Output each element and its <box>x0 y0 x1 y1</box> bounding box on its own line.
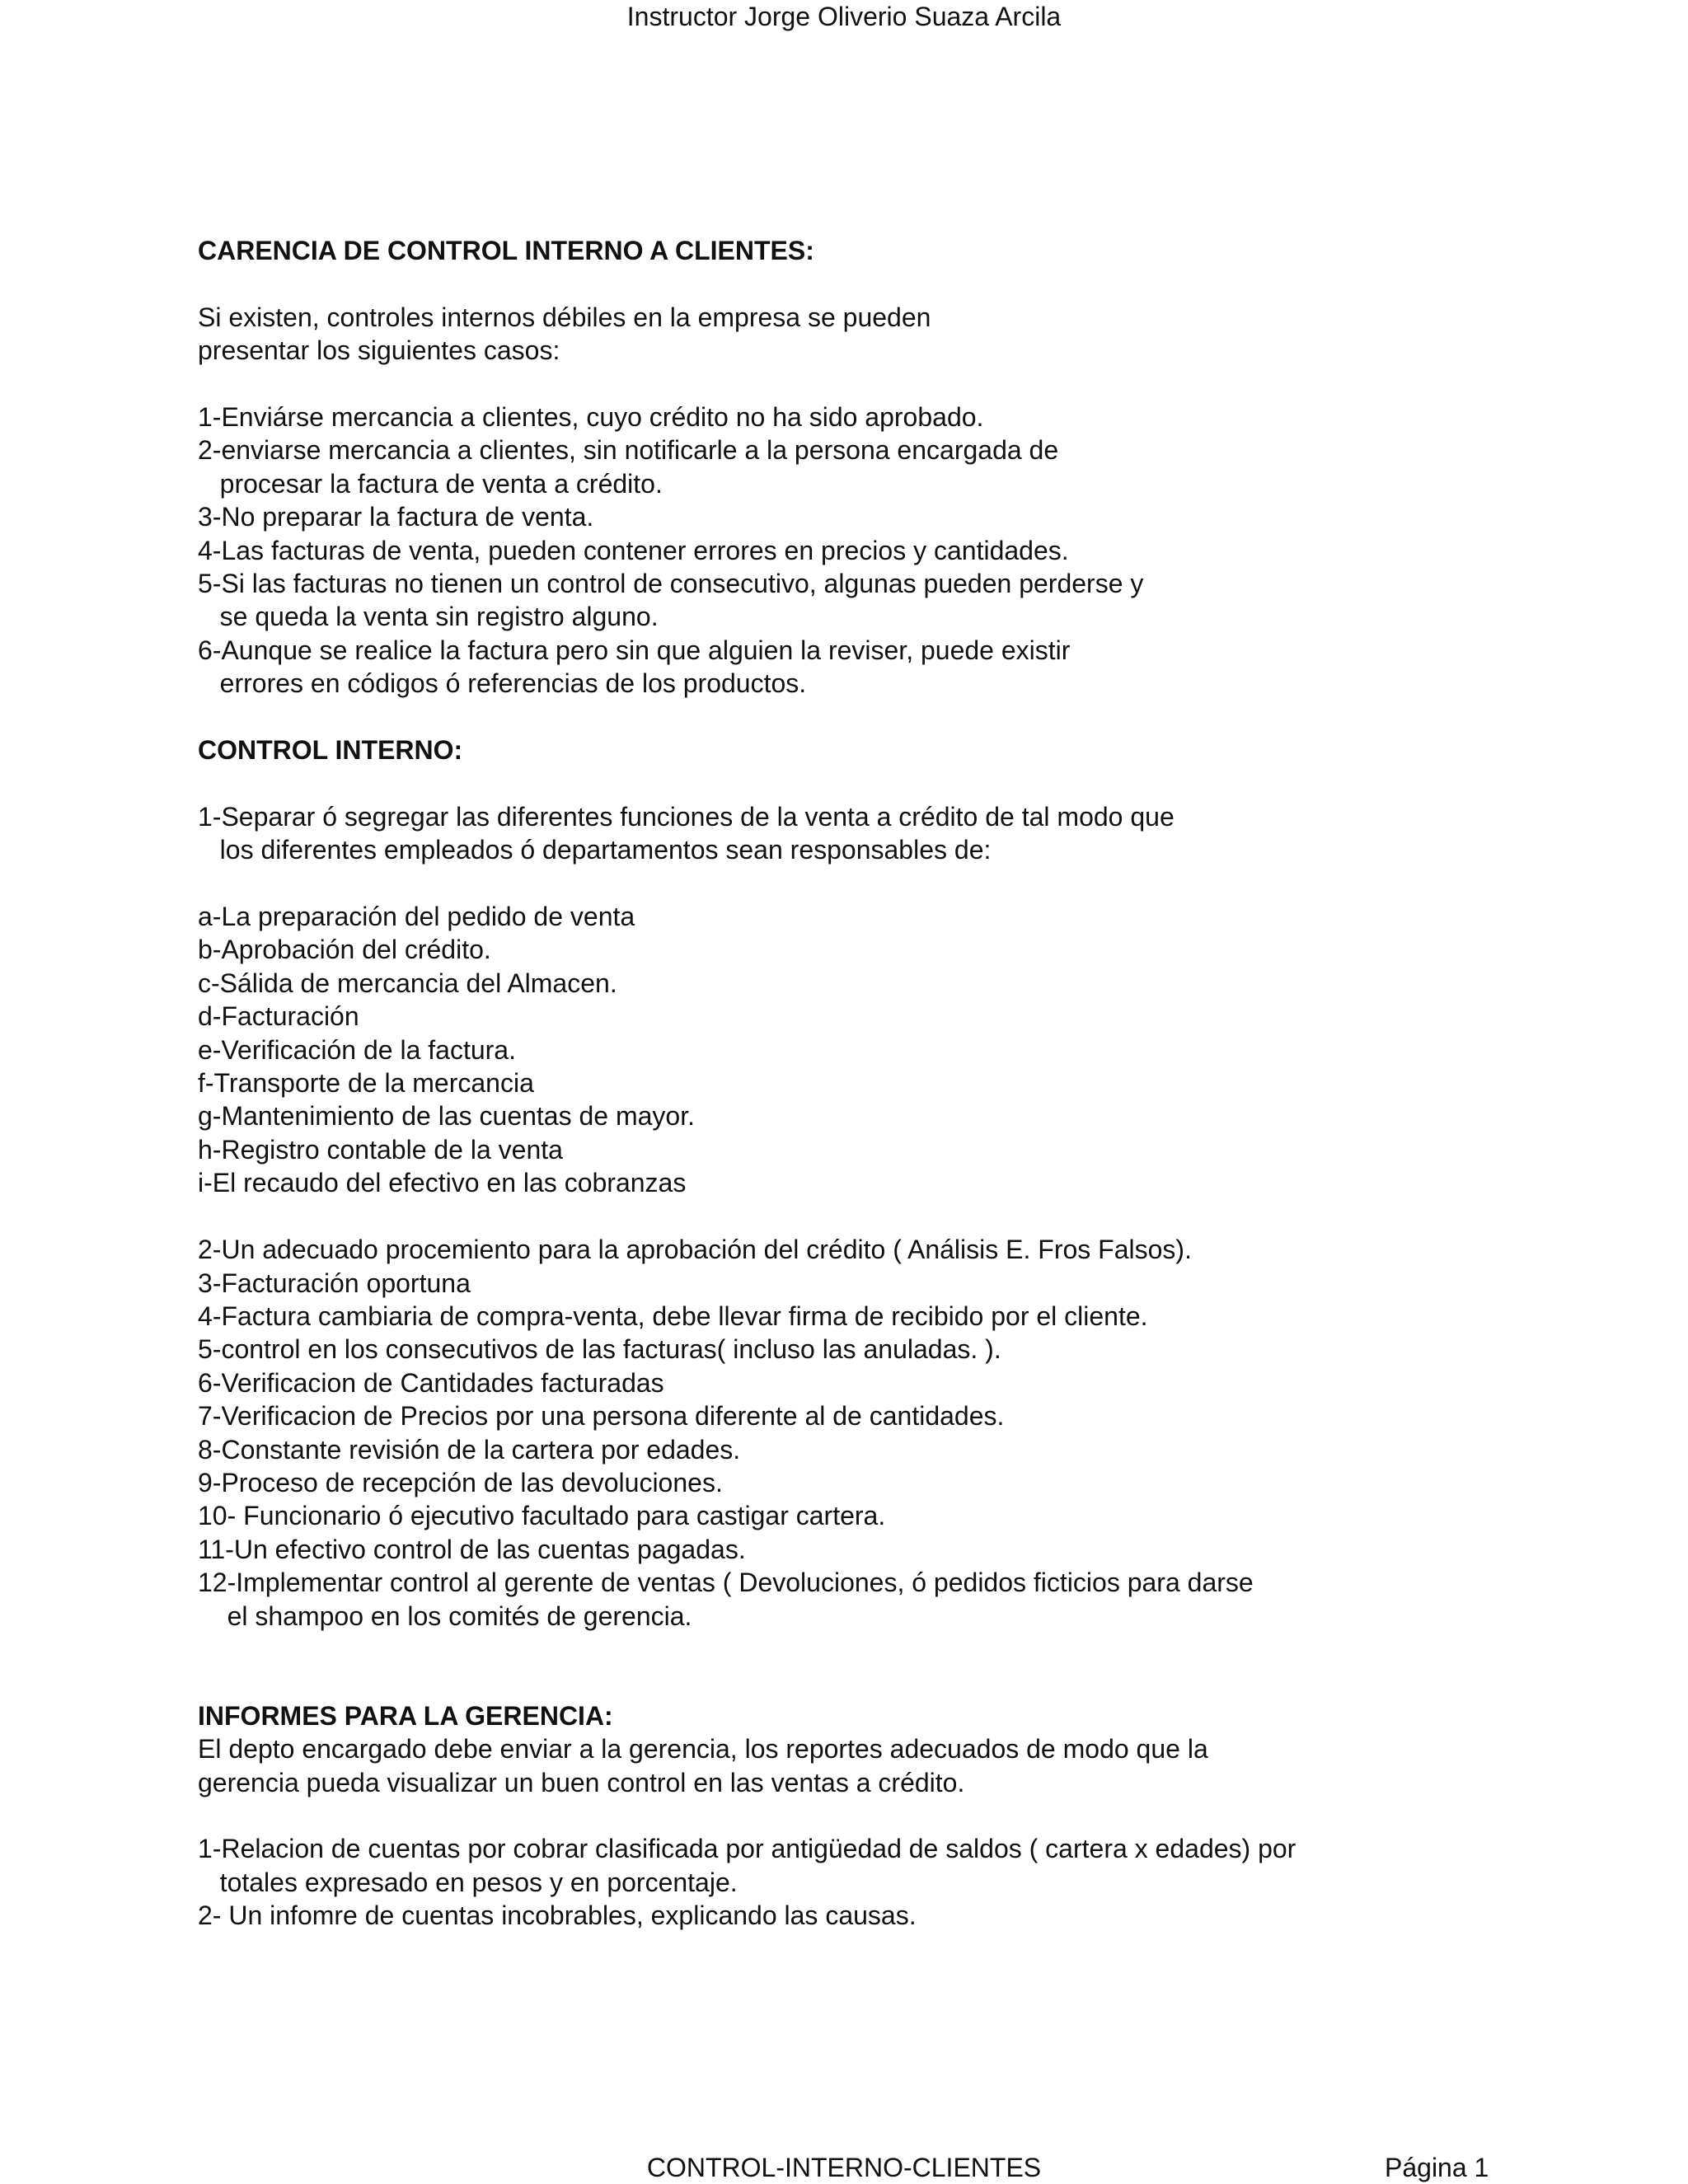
list-item: 9-Proceso de recepción de las devoluciones. <box>198 1467 723 1497</box>
list-item: el shampoo en los comités de gerencia. <box>198 1601 692 1631</box>
list-item: procesar la factura de venta a crédito. <box>198 468 663 499</box>
list-item: 11-Un efectivo control de las cuentas pagadas. <box>198 1534 746 1564</box>
list-item: 3-Facturación oportuna <box>198 1268 471 1298</box>
list-item: 4-Las facturas de venta, pueden contener errores en precios y cantidades. <box>198 535 1069 565</box>
list-item: 1-Relacion de cuentas por cobrar clasificada por antigüedad de saldos ( cartera x edades) por <box>198 1834 1296 1864</box>
spacer <box>198 368 1599 401</box>
sub-list-item: c-Sálida de mercancia del Almacen. <box>198 968 617 998</box>
sub-list-item: b-Aprobación del crédito. <box>198 935 491 965</box>
sheet-name: CONTROL-INTERNO-CLIENTES <box>646 2153 1042 2182</box>
list-item: 6-Verificacion de Cantidades facturadas <box>198 1367 664 1398</box>
list-item: 6-Aunque se realice la factura pero sin que alguien la reviser, puede existir <box>198 635 1071 665</box>
paragraph-line: gerencia pueda visualizar un buen control en las ventas a crédito. <box>198 1767 965 1797</box>
list-item: 3-No preparar la factura de venta. <box>198 502 594 532</box>
sub-list-item: e-Verificación de la factura. <box>198 1034 516 1065</box>
list-item: 1-Separar ó segregar las diferentes funciones de la venta a crédito de tal modo que <box>198 801 1175 832</box>
spacer <box>198 1799 1599 1832</box>
spacer <box>198 1633 1599 1666</box>
list-item: 2- Un infomre de cuentas incobrables, explicando las causas. <box>198 1900 917 1931</box>
sub-list-item: a-La preparación del pedido de venta <box>198 902 635 932</box>
list-item: 10- Funcionario ó ejecutivo facultado para castigar cartera. <box>198 1501 886 1531</box>
sub-list-item: g-Mantenimiento de las cuentas de mayor. <box>198 1101 695 1132</box>
section-title-carencia: CARENCIA DE CONTROL INTERNO A CLIENTES: <box>198 236 814 265</box>
page-number: Página 1 <box>1385 2153 1489 2182</box>
list-item: se queda la venta sin registro alguno. <box>198 602 659 632</box>
list-item: 2-enviarse mercancia a clientes, sin notificarle a la persona encargada de <box>198 435 1059 466</box>
spacer <box>198 267 1599 300</box>
spacer <box>198 867 1599 900</box>
sub-list-item: i-El recaudo del efectivo en las cobranzas <box>198 1168 687 1198</box>
list-item: los diferentes empleados ó departamentos sean responsables de: <box>198 835 992 865</box>
list-item: 2-Un adecuado procemiento para la aprobación del crédito ( Análisis E. Fros Falsos). <box>198 1235 1192 1265</box>
list-item: errores en códigos ó referencias de los productos. <box>198 668 807 699</box>
paragraph-line: presentar los siguientes casos: <box>198 335 560 366</box>
section-title-control-interno: CONTROL INTERNO: <box>198 735 463 766</box>
spacer <box>198 1666 1599 1699</box>
sub-list-item: f-Transporte de la mercancia <box>198 1068 534 1099</box>
section-title-informes: INFORMES PARA LA GERENCIA: <box>198 1700 613 1731</box>
instructor-name: Instructor Jorge Oliverio Suaza Arcila <box>626 2 1062 31</box>
list-item: 5-control en los consecutivos de las facturas( incluso las anuladas. ). <box>198 1334 1001 1365</box>
list-item: 4-Factura cambiaria de compra-venta, debe llevar firma de recibido por el cliente. <box>198 1301 1148 1331</box>
list-item: 7-Verificacion de Precios por una persona diferente al de cantidades. <box>198 1401 1005 1432</box>
document-body <box>198 234 1599 1933</box>
page-footer <box>0 2151 1688 2184</box>
list-item: 12-Implementar control al gerente de ventas ( Devoluciones, ó pedidos ficticios para darse <box>198 1568 1254 1598</box>
paragraph-line: El depto encargado debe enviar a la gerencia, los reportes adecuados de modo que la <box>198 1734 1208 1765</box>
list-item: totales expresado en pesos y en porcentaje. <box>198 1867 738 1897</box>
spacer <box>198 766 1599 799</box>
spacer <box>198 701 1599 733</box>
list-item: 5-Si las facturas no tienen un control de consecutivo, algunas pueden perderse y <box>198 569 1144 599</box>
sub-list-item: d-Facturación <box>198 1001 359 1032</box>
sub-list-item: h-Registro contable de la venta <box>198 1134 563 1165</box>
spacer <box>198 1200 1599 1233</box>
list-item: 1-Enviárse mercancia a clientes, cuyo crédito no ha sido aprobado. <box>198 402 984 432</box>
paragraph-line: Si existen, controles internos débiles en la empresa se pueden <box>198 302 931 332</box>
list-item: 8-Constante revisión de la cartera por edades. <box>198 1434 741 1465</box>
page-header <box>0 0 1688 33</box>
